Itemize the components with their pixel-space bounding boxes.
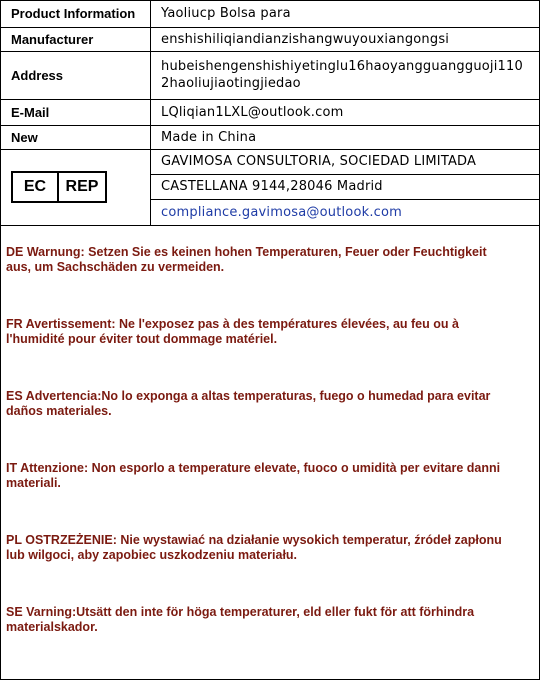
warning-pl: PL OSTRZEŻENIE: Nie wystawiać na działanie wysokich temperatur, źródeł zapłonu lub wilgoci, aby zapobiec uszkodzeniu materiału. xyxy=(6,533,502,562)
new-value: Made in China xyxy=(151,125,540,149)
ec-rep-email[interactable]: compliance.gavimosa@outlook.com xyxy=(151,199,540,225)
address-label: Address xyxy=(1,51,151,99)
warning-it: IT Attenzione: Non esporlo a temperature elevate, fuoco o umidità per evitare danni materiali. xyxy=(6,461,501,490)
product-information-value: Yaoliucp Bolsa para xyxy=(151,1,540,27)
warning-es: ES Advertencia:No lo exponga a altas temperaturas, fuego o humedad para evitar daños materiales. xyxy=(6,389,491,418)
ec-rep-address: CASTELLANA 9144,28046 Madrid xyxy=(151,174,540,199)
manufacturer-value: enshishiliqiandianzishangwuyouxiangongsi xyxy=(151,27,540,51)
ec-rep-cell xyxy=(1,149,151,225)
ec-symbol-text: EC xyxy=(13,173,59,201)
row-product-information xyxy=(1,1,539,27)
ec-rep-company: GAVIMOSA CONSULTORIA, SOCIEDAD LIMITADA xyxy=(151,149,540,174)
row-new xyxy=(1,125,539,149)
row-address xyxy=(1,51,539,99)
new-label: New xyxy=(1,125,151,149)
address-value: hubeishengenshishiyetinglu16haoyangguangguoji1102haoliujiaotingjiedao xyxy=(151,51,540,99)
row-ec-rep-company xyxy=(1,149,539,174)
rep-symbol-text: REP xyxy=(65,178,99,195)
product-info-table xyxy=(1,1,539,226)
warning-se: SE Varning:Utsätt den inte för höga temperaturer, eld eller fukt för att förhindra materialskador. xyxy=(6,605,475,634)
row-email xyxy=(1,99,539,125)
product-information-label: Product Information xyxy=(1,1,151,27)
email-value: LQliqian1LXL@outlook.com xyxy=(151,99,540,125)
ec-rep-symbol xyxy=(11,171,107,203)
manufacturer-label: Manufacturer xyxy=(1,27,151,51)
row-manufacturer xyxy=(1,27,539,51)
warning-de: DE Warnung: Setzen Sie es keinen hohen Temperaturen, Feuer oder Feuchtigkeit aus, um Sachschäden zu vermeiden. xyxy=(6,245,487,274)
warning-fr: FR Avertissement: Ne l'exposez pas à des températures élevées, au feu ou à l'humidité pour éviter tout dommage matériel. xyxy=(6,317,459,346)
email-label: E-Mail xyxy=(1,99,151,125)
